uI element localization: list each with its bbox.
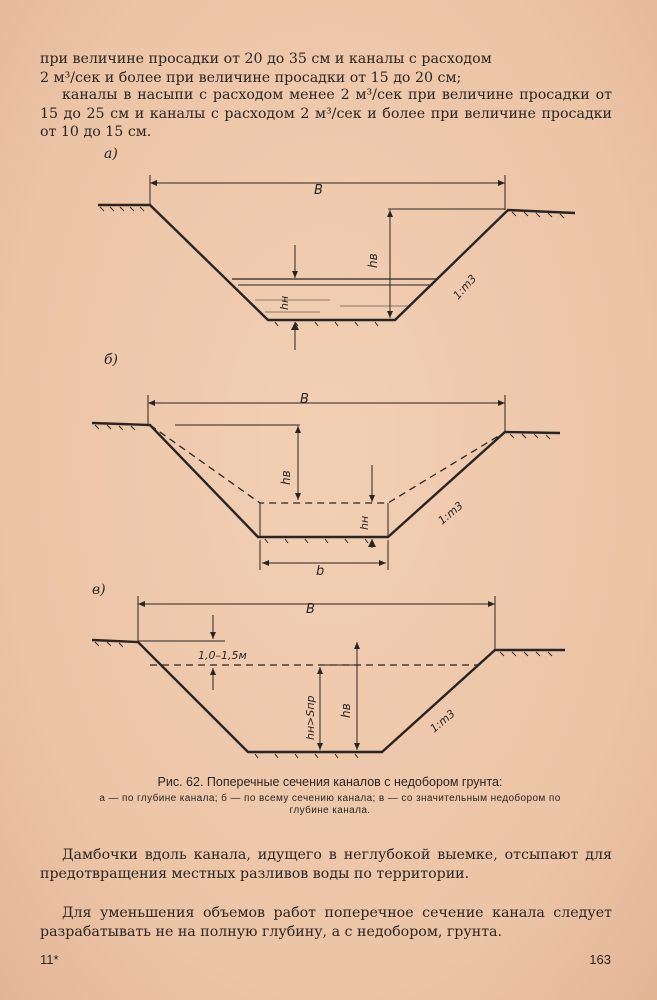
section-a-diagram (98, 175, 575, 350)
section-v-diagram (92, 596, 565, 758)
section-a-slope-label: 1:m3 (450, 272, 480, 303)
section-b-undercut-label: hн (358, 515, 371, 530)
paragraph-2: каналы в насыпи с расходом менее 2 м³/сек при величине просадки от 15 до 25 см и каналы с расходом 2 м³/сек и более при величине просадки от 10 до 15 см. (40, 87, 612, 141)
figure-caption-title: Рис. 62. Поперечные сечения каналов с недобором грунта: (157, 775, 503, 789)
page-number: 163 (589, 952, 611, 967)
signature-mark: 11* (40, 952, 59, 967)
figure-label-b: б) (104, 352, 119, 368)
figure-label-v: в) (92, 582, 106, 598)
section-a-depth-label: hв (366, 253, 380, 268)
figure-label-a: а) (104, 146, 118, 162)
section-a-undercut-label: hн (278, 295, 291, 310)
section-b-design-profile (150, 425, 505, 503)
section-b-soil-hatch (95, 425, 550, 543)
paragraph-4: Для уменьшения объемов работ поперечное сечение канала следует разрабатывать не на полную глубину, а с недобором, грунта. (40, 905, 612, 940)
section-b-width-label: B (300, 392, 309, 407)
section-a-ground-profile (98, 205, 575, 320)
section-b-bottom-label: b (316, 564, 325, 579)
section-v-depth-label: hв (339, 703, 353, 718)
section-v-range-label: 1,0–1,5м (198, 649, 247, 662)
section-b-diagram (92, 395, 560, 570)
paragraph-3: Дамбочки вдоль канала, идущего в неглубокой выемке, отсыпают для предотвращения местных разливов воды по территории. (40, 847, 612, 882)
figure-caption-description: а — по глубине канала; б — по всему сечению канала; в — со значительным недобором по глубине канала. (99, 793, 561, 816)
section-b-ground-profile (92, 423, 560, 537)
paragraph-1-line-1: при величине просадки от 20 до 35 см и каналы с расходом (40, 51, 492, 67)
section-b-depth-label: hв (279, 470, 293, 485)
section-b-slope-label: 1:m3 (435, 499, 466, 528)
section-v-width-label: B (306, 602, 315, 617)
section-a-width-label: B (314, 183, 323, 198)
section-v-ground-profile (92, 640, 565, 752)
paragraph-1-line-2: 2 м³/сек и более при величине просадки от 15 до 20 см; (40, 69, 462, 86)
section-v-undercut-label: hн>Sпр (304, 695, 317, 740)
section-v-slope-label: 1:m3 (427, 707, 458, 736)
